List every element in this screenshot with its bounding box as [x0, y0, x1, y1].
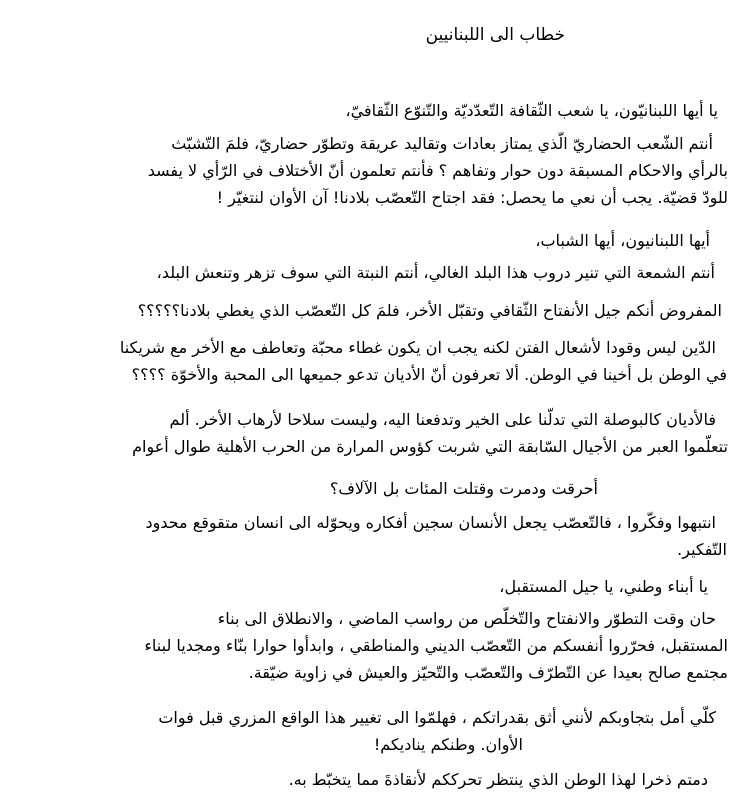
religion-paragraph-line1: الدّين ليس وقودا لأشعال الفتن لكنه يجب ان يكون غطاء محبّة وتعاطف مع الأخر مع شريكنا	[119, 338, 716, 357]
compass-paragraph-line1: فالأديان كالبوصلة التي تدلّنا على الخير وتدفعنا اليه، وليست سلاحا لأرهاب الأخر. ألم	[169, 410, 716, 429]
warning-paragraph-line1: انتبهوا وفكّروا ، فالتّعصّب يجعل الأنسان سجين أفكاره ويحوّله الى انسان متقوقع محدود	[145, 513, 716, 532]
salutation-line: يا أيها اللبنانيّون، يا شعب الثّقافة التّعدّديّة والتّنوّع الثّقافيّ،	[345, 101, 718, 120]
openness-question-line: المفروض أنكم جيل الأنفتاح الثّقافي وتقبّل الأخر، فلمَ كل التّعصّب الذي يغطي بلادنا؟؟؟؟؟	[137, 301, 722, 320]
progress-paragraph-line2: المستقبل، فحرّروا أنفسكم من التّعصّب الديني والمناطقي ، وابدأوا حوارا بنّاء ومجديا لبناء	[144, 636, 728, 655]
warning-paragraph-line2: التّفكير.	[677, 540, 727, 559]
religion-paragraph-line2: في الوطن بل أخينا في الوطن. ألا تعرفون أنّ الأديان تدعو جميعها الى المحبة والأخوّة ؟؟؟؟	[131, 365, 727, 384]
burned-line: أحرقت ودمرت وقتلت المئات بل الآلاف؟	[329, 479, 598, 498]
paragraph1-line3: للودّ قضيّة. يجب أن نعي ما يحصل: فقد اجتاح التّعصّب بلادنا! آن الأوان لنتغيّر !	[216, 188, 728, 207]
paragraph1-line1: أنتم الشّعب الحضاريّ الّذي يمتاز بعادات وتقاليد عريقة وتطوّر حضاريّ، فلمَ التّشبّث	[171, 134, 713, 153]
progress-paragraph-line1: حان وقت التطوّر والانفتاح والتّخلّص من رواسب الماضي ، والانطلاق الى بناء	[217, 609, 716, 628]
closing-line: دمتم ذخرا لهذا الوطن الذي ينتظر تحرككم لأنقاذةَ مما يتخبّط به.	[288, 770, 708, 789]
progress-paragraph-line3: مجتمع صالح بعيدا عن التّطرّف والتّعصّب والتّحيّز والعيش في زاوية ضيّقة.	[248, 663, 728, 682]
document-title: خطاب الى اللبنانيين	[425, 25, 565, 45]
paragraph1-line2: بالرأي والاحكام المسبقة دون حوار وتفاهم ؟ فأنتم تعلمون أنّ الأختلاف في الرّأي لا يفسد	[147, 161, 728, 180]
compass-paragraph-line2: تتعلّموا العبر من الأجيال السّابقة التي شربت كؤوس المرارة من الحرب الأهلية طوال أعوام	[132, 437, 728, 456]
salutation-future-line: يا أبناء وطني، يا جيل المستقبل،	[499, 577, 708, 596]
hope-paragraph-line2: الأوان. وطنكم يناديكم!	[373, 735, 523, 754]
candle-line: أنتم الشمعة التي تنير دروب هذا البلد الغالي، أنتم النبتة التي سوف تزهر وتنعش البلد،	[156, 263, 715, 282]
hope-paragraph-line1: كلّي أمل بتجاوبكم لأنني أثق بقدراتكم ، فهلمّوا الى تغيير هذا الواقع المزري قبل فوات	[158, 708, 716, 727]
salutation-youth-line: أيها اللبنانيون، أيها الشباب،	[535, 231, 710, 250]
